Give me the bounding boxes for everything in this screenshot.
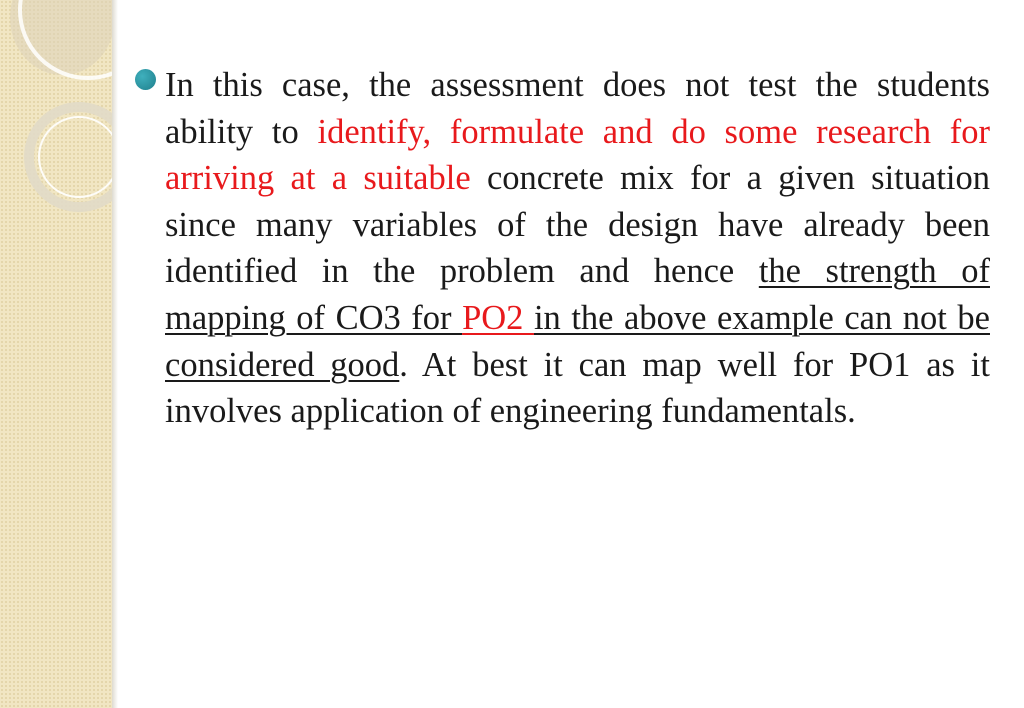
bullet-dot-icon: [135, 69, 156, 90]
highlighted-text: identify, formulate and do some research for arriving at a suitable: [165, 112, 990, 198]
underlined-text: the strength of mapping of CO3 for: [165, 252, 990, 337]
side-panel-shadow: [112, 0, 118, 708]
decorative-side-panel: [0, 0, 112, 708]
text-segment: concrete mix for a given situation since many variables of the design have already been identified in the problem and hence: [165, 159, 991, 291]
bullet-paragraph: [165, 62, 990, 435]
slide-content: [135, 62, 990, 435]
underlined-text: in the above example can not be considered good: [165, 298, 990, 384]
decorative-ring-inner: [38, 116, 112, 198]
highlighted-underlined-text: PO2: [462, 298, 534, 337]
text-segment: In this case, the assessment does not test the students ability to: [165, 66, 990, 151]
decorative-ring-top: [18, 0, 112, 80]
text-segment: . At best it can map well for PO1 as it involves application of engineering fundamentals.: [165, 345, 990, 431]
